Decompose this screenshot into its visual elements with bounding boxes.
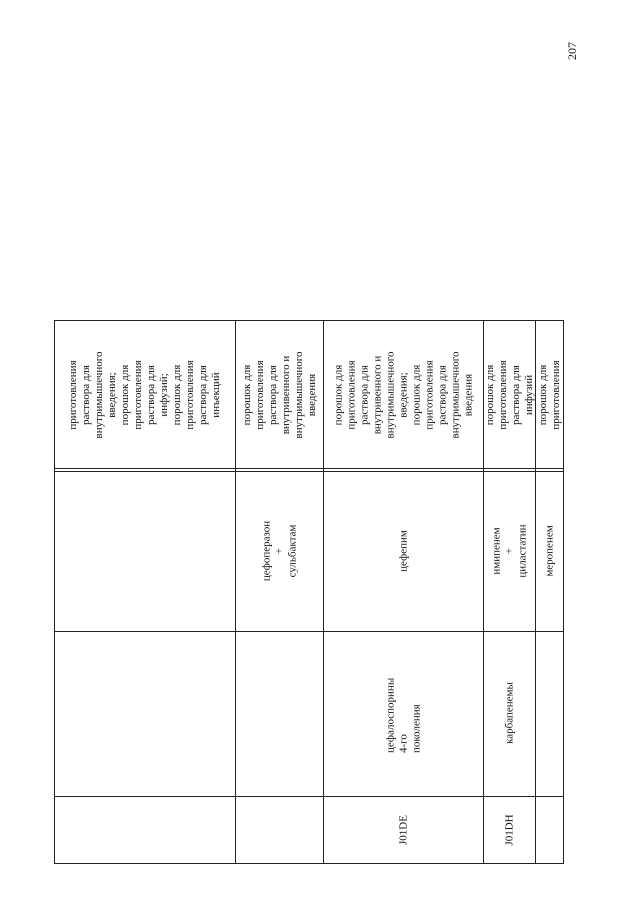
table-row [323,321,484,863]
dosage-form-cell [236,321,324,469]
drug-name-cell [236,471,324,629]
page-number: 207 [565,42,579,60]
code-text: J01DE [397,814,410,845]
drug-name-text: имипенем + циластатин [490,523,529,578]
drug-name-cell [536,471,563,629]
code-cell [236,796,324,863]
drug-name-cell [324,471,484,629]
group-cell [236,631,324,794]
drug-name-text: цефепим [397,529,410,572]
group-cell [536,631,563,794]
group-text: карбапенемы [503,682,516,744]
dosage-form-cell [536,321,563,469]
table-row [535,321,563,863]
code-cell [536,796,563,863]
drug-name-cell [484,471,536,629]
drug-name-cell [55,471,235,629]
dosage-form-cell [484,321,536,469]
drug-name-text: меропенем [543,524,555,577]
code-cell [324,796,484,863]
table-row [235,321,324,863]
drug-table [54,320,564,864]
group-cell [484,631,536,794]
dosage-form-text: приготовления раствора для внутримышечного введения; порошок для приготовления раствора для инфузий; порошок для приготовления раствора для инъекций [67,351,222,438]
dosage-form-cell [324,321,484,469]
dosage-form-text: порошок для приготовления [536,359,562,430]
code-text: J01DH [503,813,516,846]
group-cell [55,631,235,794]
code-cell [55,796,235,863]
table-row [483,321,536,863]
group-text: цефалоспорины 4-го поколения [384,677,423,753]
code-cell [484,796,536,863]
dosage-form-cell [55,321,235,469]
group-cell [324,631,484,794]
dosage-form-text: порошок для приготовления раствора для инфузий [484,359,535,430]
drug-name-text: цефоперазон + сульбактам [260,520,299,581]
table-row [55,321,235,863]
dosage-form-text: порошок для приготовления раствора для внутривенного и внутримышечного введения; порошок для приготовления раствора для внутримышечного введения [332,351,475,438]
dosage-form-text: порошок для приготовления раствора для внутривенного и внутримышечного введения [241,351,318,438]
